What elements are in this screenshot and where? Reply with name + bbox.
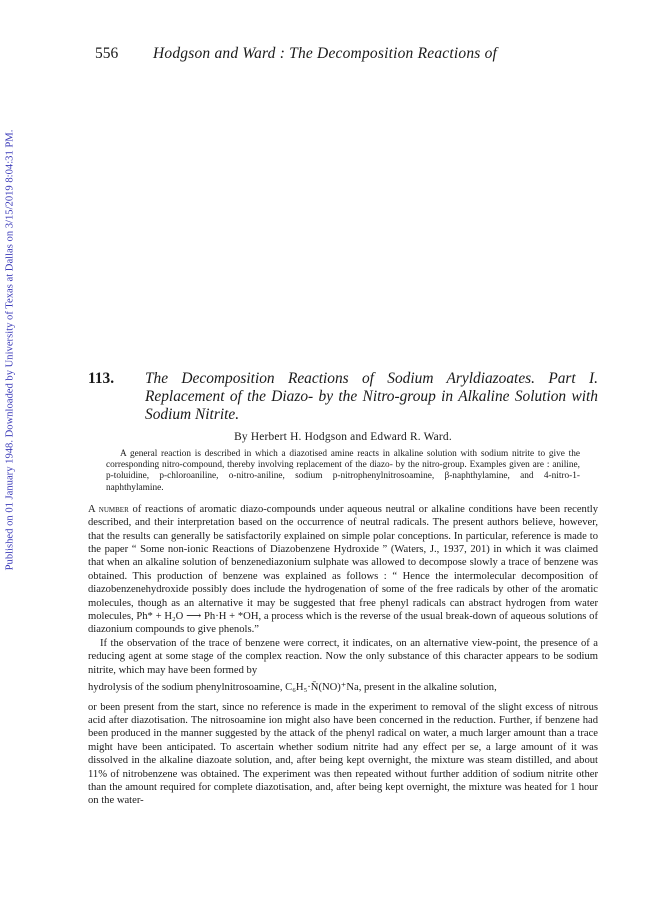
chem-lead: hydrolysis of the sodium phenylnitrosoamine, (88, 682, 283, 694)
page-number: 556 (95, 45, 119, 62)
running-title: Hodgson and Ward : The Decomposition Reactions of (153, 45, 498, 62)
paragraph-1-text: of reactions of aromatic diazo-compounds under aqueous neutral or alkaline conditions have been recently described, and their interpretation based on the occurrence of neutral radicals. The present authors believe, however, that the results can generally be satisfactorily explained on simple polar conceptions. In particular, reference is made to the paper “ Some non-ionic Reactions of Diazobenzene Hydroxide ” (Waters, J., 1937, 201) in which it was claimed that when an alkaline solution of benzenediazonium sulphate was allowed to decompose slowly a trace of benzene was obtained. This production of benzene was explained as follows : “ Hence the intermolecular decomposition of diazobenzenehydroxide possibly does include the hydrogenation of some of the free radicals by other of the aromatic molecules, though as an alternative it may be suggested that free phenyl radicals can abstract hydrogen from water molecules, Ph* + H₂O ⟶ Ph·H + *OH, a process which is the reverse of the usual break-down of aqueous solutions of diazonium compounds to give phenols.” (88, 503, 598, 636)
article (88, 370, 598, 808)
article-title: The Decomposition Reactions of Sodium Aryldiazoates. Part I. Replacement of the Diazo- by the Nitro-group in Alkaline Solution with Sodium Nitrite. (145, 370, 598, 423)
publication-notice-text[interactable]: Published on 01 January 1948. Downloaded by University of Texas at Dallas on 3/15/2019 8:04:31 PM. (4, 129, 16, 571)
paragraph-2: If the observation of the trace of benzene were correct, it indicates, on an alternative view-point, the presence of a reducing agent at some stage of the complex reaction. Now the only substance of this character appears to be sodium nitrite, which may have been formed by (88, 637, 598, 676)
byline: By Herbert H. Hodgson and Edward R. Ward. (234, 431, 452, 443)
chem-formula: C₆H₅·N̄(NO)⁺Na, (285, 682, 362, 694)
chem-tail: present in the alkaline solution, (364, 682, 497, 694)
article-number: 113. (88, 370, 115, 387)
paragraph-1 (88, 503, 598, 637)
chemical-formula-line (88, 681, 598, 694)
paragraph-1-lead: A number (88, 503, 129, 515)
abstract: A general reaction is described in which a diazotised amine reacts in alkaline solution with sodium nitrite to give the corresponding nitro-compound, thereby involving replacement of the diazo- by the nitro-group. Examples given are : aniline, p-toluidine, p-chloroaniline, o-nitro-aniline, sodium p-nitrophenylnitrosoamine, β-naphthylamine, and 4-nitro-1-naphthylamine. (106, 449, 580, 493)
paragraph-3: or been present from the start, since no reference is made in the experiment to removal of the slight excess of nitrous acid after diazotisation. The nitrosoamine ion might also have been concerned in the reduction. Further, if benzene had been produced in the manner suggested by the attack of the phenyl radical on water, a much larger amount than a trace might have been anticipated. To ascertain whether sodium nitrite had any effect per se, a large amount of it was dissolved in the alkaline diazoate solution, and, after being kept overnight, the mixture was steam distilled, and about 11% of nitrobenzene was obtained. The experiment was then repeated without further addition of sodium nitrite other than the amount required for complete diazotisation, and, after being kept overnight, the mixture was heated for 1 hour on the water- (88, 701, 598, 807)
publication-notice (2, 120, 18, 580)
article-title-block (88, 370, 598, 424)
body-text (88, 503, 598, 808)
